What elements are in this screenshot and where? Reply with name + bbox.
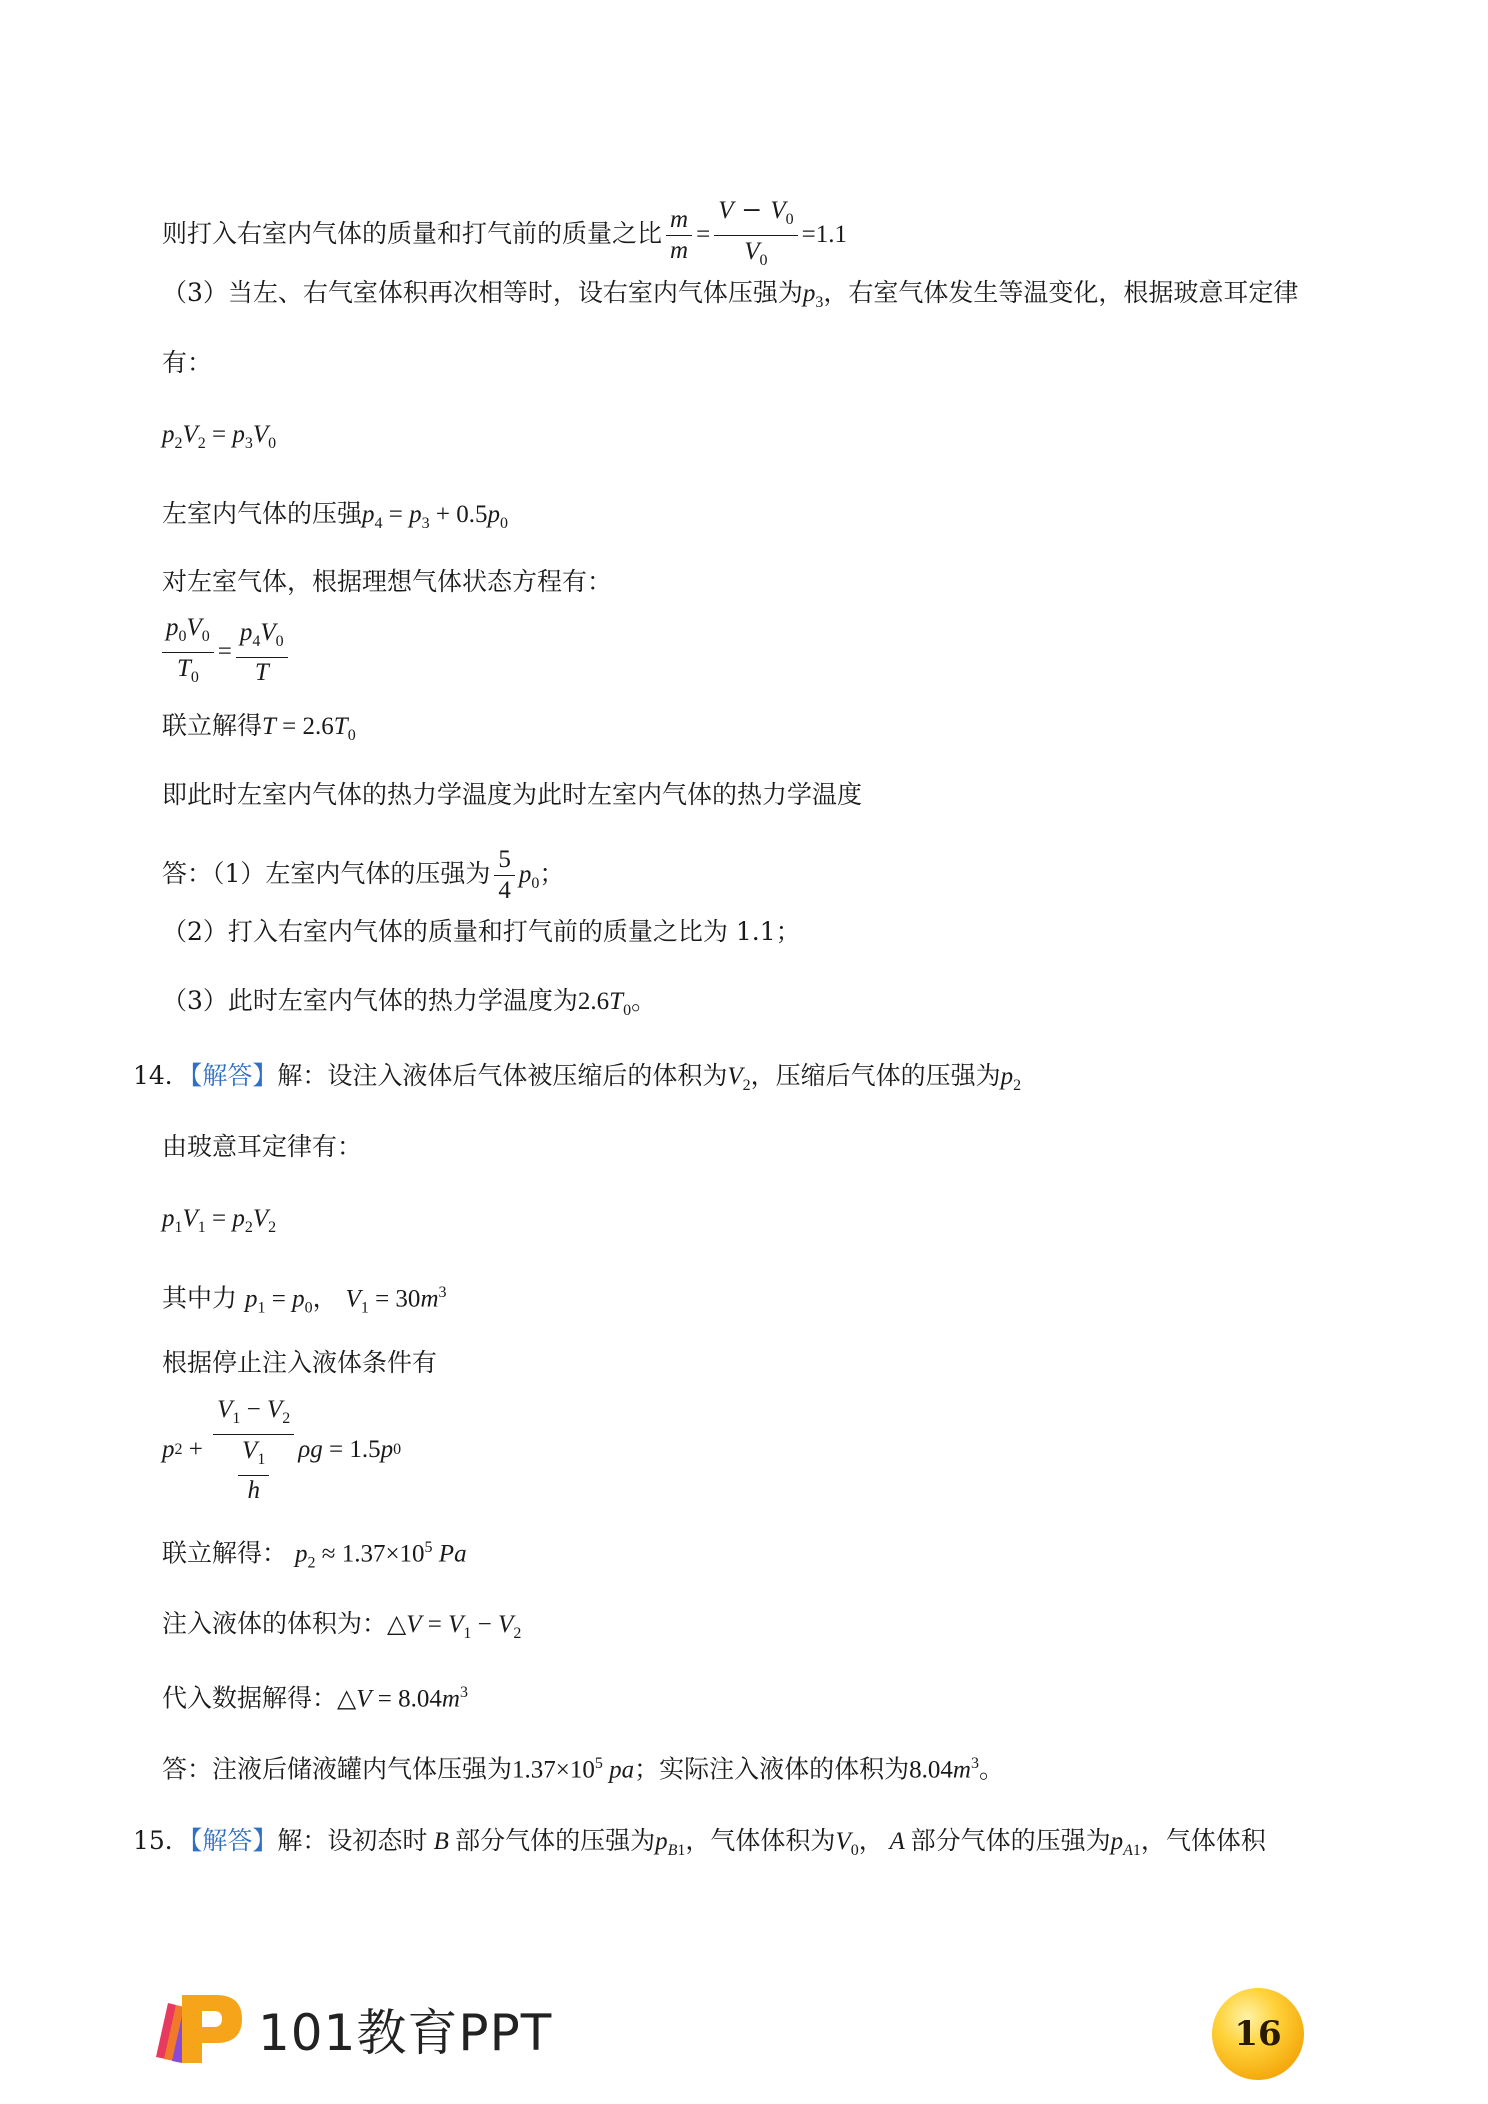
answer-tag: 【解答】 bbox=[189, 1826, 278, 1855]
text-line: （2）打入右室内气体的质量和打气前的质量之比为 1.1； bbox=[162, 917, 801, 946]
equation: $\frac{p_0V_0}{T_0}$ = $\frac{p_4V_0}{T}$ bbox=[162, 612, 292, 693]
equation: $p_2V_2 = p_3V_0$ bbox=[162, 421, 277, 452]
text-line: 答：（1）左室内气体的压强为 $\frac{5}{4}$ $p_0$； bbox=[162, 846, 565, 904]
fraction: $\frac{V_1 - V_2}{\frac{V_1}{h}}$ bbox=[213, 1394, 294, 1506]
equation: p2 + $\frac{V_1 - V_2}{\frac{V_1}{h}}$ ρg = 1.5p0 bbox=[162, 1396, 402, 1504]
text-line: 联立解得： $p_2 \approx 1.37\times 10^5$ Pa bbox=[162, 1538, 467, 1572]
fraction: $\frac{m}{m}$ bbox=[666, 205, 692, 266]
text-line: 联立解得$T = 2.6T_0$ bbox=[162, 711, 356, 744]
fraction: $\frac{p_4V_0}{T}$ bbox=[236, 617, 288, 688]
text-line: 左室内气体的压强$p_4 = p_3 + 0.5p_0$ bbox=[162, 499, 508, 532]
fraction: $\frac{p_0V_0}{T_0}$ bbox=[162, 612, 214, 693]
question-15-header: 15．【解答】解：设初态时 B 部分气体的压强为$p_{B1}$，气体体积为$V_0$， A 部分气体的压强为$p_{A1}$，气体体积 bbox=[133, 1826, 1266, 1859]
fraction: $\frac{5}{4}$ bbox=[494, 845, 515, 906]
text-line: 对左室气体，根据理想气体状态方程有： bbox=[162, 567, 613, 596]
text-line: 答：注液后储液罐内气体压强为$1.37\times 10^5$ pa；实际注入液体的体积为$8.04m^3$。 bbox=[162, 1754, 1004, 1784]
text-line: 代入数据解得：△V = $8.04m^3$ bbox=[162, 1683, 468, 1713]
text-line: 根据停止注入液体条件有 bbox=[162, 1348, 438, 1377]
page-number-badge: 16 bbox=[1212, 1988, 1304, 2080]
text-line: （3）当左、右气室体积再次相等时，设右室内气体压强为$p_3$，右室气体发生等温变化，根据玻意耳定律 bbox=[162, 278, 1299, 311]
brand-name: 101教育PPT bbox=[258, 2004, 553, 2062]
text-line: 其中力 $p_1 = p_0$， $V_1 = 30m^3$ bbox=[162, 1283, 447, 1317]
brand-logo-icon bbox=[146, 1985, 256, 2065]
question-14-header: 14．【解答】解：设注入液体后气体被压缩后的体积为$V_2$，压缩后气体的压强为$p_2$ bbox=[133, 1061, 1022, 1094]
text-line: 由玻意耳定律有： bbox=[162, 1132, 363, 1161]
text-line: 注入液体的体积为：△V = $V_1 - V_2$ bbox=[162, 1609, 522, 1642]
text-line: 则打入右室内气体的质量和打气前的质量之比 $\frac{m}{m}$ = $\frac{V - V_0}{V_0}$ =1.1 bbox=[162, 195, 847, 276]
text-line: 有： bbox=[162, 348, 213, 377]
answer-tag: 【解答】 bbox=[189, 1061, 278, 1090]
text-line: （3）此时左室内气体的热力学温度为$2.6T_0$。 bbox=[162, 986, 657, 1019]
equation: $p_1V_1 = p_2V_2$ bbox=[162, 1205, 277, 1236]
fraction: $\frac{V - V_0}{V_0}$ bbox=[714, 195, 797, 276]
text-line: 即此时左室内气体的热力学温度为此时左室内气体的热力学温度 bbox=[162, 780, 863, 809]
fraction: $\frac{V_1}{h}$ bbox=[238, 1435, 269, 1506]
